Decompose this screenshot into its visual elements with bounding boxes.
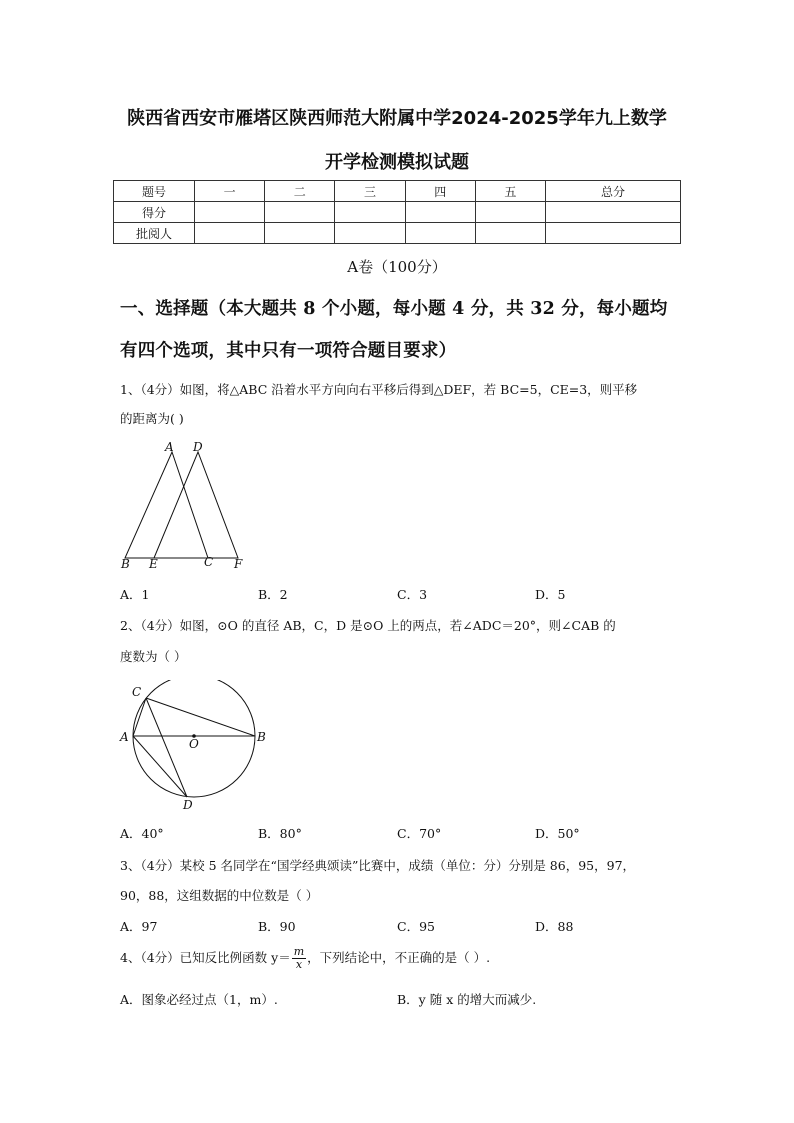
label-c: C bbox=[132, 685, 142, 699]
q4-option-b[interactable]: B．y 随 x 的增大而减少. bbox=[397, 992, 537, 1007]
q1-option-b[interactable]: B．2 bbox=[258, 587, 288, 602]
row-label: 批阅人 bbox=[114, 223, 195, 244]
q4-text-pre: 4、（4分）已知反比例函数 y＝ bbox=[120, 950, 291, 965]
grader-cell[interactable] bbox=[546, 223, 681, 244]
chord-cd bbox=[146, 698, 187, 797]
table-row bbox=[114, 202, 681, 223]
fraction-m-over-x bbox=[292, 946, 306, 971]
q2-text-line2: 度数为（ ） bbox=[120, 649, 187, 664]
label-b: B bbox=[121, 557, 130, 571]
table-header-cell: 题号 bbox=[114, 181, 195, 202]
q1-text-line1: 1、（4分）如图，将△ABC 沿着水平方向向右平移后得到△DEF，若 BC=5，CE=3，则平移 bbox=[120, 382, 638, 397]
q2-circle-figure bbox=[110, 680, 275, 815]
label-e: E bbox=[149, 557, 158, 571]
score-cell[interactable] bbox=[265, 202, 335, 223]
chord-ac bbox=[133, 698, 146, 736]
label-f: F bbox=[234, 557, 243, 571]
table-header-cell: 二 bbox=[265, 181, 335, 202]
part1-heading-line2: 有四个选项，其中只有一项符合题目要求） bbox=[120, 341, 457, 361]
score-cell[interactable] bbox=[475, 202, 545, 223]
page-title-line2: 开学检测模拟试题 bbox=[325, 152, 469, 173]
grader-cell[interactable] bbox=[405, 223, 475, 244]
table-header-cell: 总分 bbox=[546, 181, 681, 202]
label-a: A bbox=[120, 730, 129, 744]
q4-text-post: ，下列结论中，不正确的是（ ）. bbox=[307, 950, 491, 965]
grader-cell[interactable] bbox=[335, 223, 405, 244]
triangle-abc bbox=[125, 452, 208, 558]
table-row bbox=[114, 223, 681, 244]
grader-cell[interactable] bbox=[475, 223, 545, 244]
label-o: O bbox=[189, 737, 199, 751]
label-d: D bbox=[193, 440, 203, 454]
table-header-cell: 一 bbox=[195, 181, 265, 202]
page-title-line1: 陕西省西安市雁塔区陕西师范大附属中学2024-2025学年九上数学 bbox=[127, 108, 667, 129]
part1-heading-line1: 一、选择题（本大题共 8 个小题，每小题 4 分，共 32 分，每小题均 bbox=[120, 299, 668, 319]
q3-option-c[interactable]: C．95 bbox=[397, 919, 435, 934]
table-header-row bbox=[114, 181, 681, 202]
grader-cell[interactable] bbox=[195, 223, 265, 244]
q3-option-d[interactable]: D．88 bbox=[535, 919, 574, 934]
q1-option-c[interactable]: C．3 bbox=[397, 587, 428, 602]
fraction-denominator: x bbox=[295, 958, 303, 971]
q3-option-b[interactable]: B．90 bbox=[258, 919, 296, 934]
q2-option-b[interactable]: B．80° bbox=[258, 826, 302, 841]
q3-option-a[interactable]: A．97 bbox=[120, 919, 158, 934]
score-cell[interactable] bbox=[405, 202, 475, 223]
row-label: 得分 bbox=[114, 202, 195, 223]
q2-option-c[interactable]: C．70° bbox=[397, 826, 442, 841]
label-a: A bbox=[165, 440, 174, 454]
q2-option-d[interactable]: D．50° bbox=[535, 826, 580, 841]
table-header-cell: 五 bbox=[475, 181, 545, 202]
grader-cell[interactable] bbox=[265, 223, 335, 244]
table-header-cell: 四 bbox=[405, 181, 475, 202]
q3-text-line1: 3、（4分）某校 5 名同学在“国学经典颂读”比赛中，成绩（单位：分）分别是 86，95，97， bbox=[120, 858, 636, 873]
q1-text-line2: 的距离为( ) bbox=[120, 411, 184, 426]
q4-option-a[interactable]: A．图象必经过点（1，m）. bbox=[120, 992, 278, 1007]
score-cell[interactable] bbox=[195, 202, 265, 223]
table-header-cell: 三 bbox=[335, 181, 405, 202]
q3-text-line2: 90，88，这组数据的中位数是（ ） bbox=[120, 888, 319, 903]
triangle-def bbox=[154, 452, 238, 558]
q1-triangle-figure bbox=[110, 435, 260, 575]
label-b: B bbox=[257, 730, 266, 744]
q1-option-a[interactable]: A．1 bbox=[120, 587, 150, 602]
section-a-heading: A卷（100分） bbox=[347, 258, 447, 276]
label-c: C bbox=[204, 555, 214, 569]
label-d: D bbox=[183, 798, 193, 812]
score-cell[interactable] bbox=[335, 202, 405, 223]
chord-cb bbox=[146, 698, 255, 736]
q4-text-line1 bbox=[120, 946, 490, 971]
q1-option-d[interactable]: D．5 bbox=[535, 587, 566, 602]
score-cell[interactable] bbox=[546, 202, 681, 223]
q2-text-line1: 2、（4分）如图，⊙O 的直径 AB，C，D 是⊙O 上的两点，若∠ADC＝20°，则∠CAB 的 bbox=[120, 618, 616, 633]
fraction-numerator: m bbox=[293, 945, 305, 958]
q2-option-a[interactable]: A．40° bbox=[120, 826, 164, 841]
score-table bbox=[113, 180, 681, 244]
